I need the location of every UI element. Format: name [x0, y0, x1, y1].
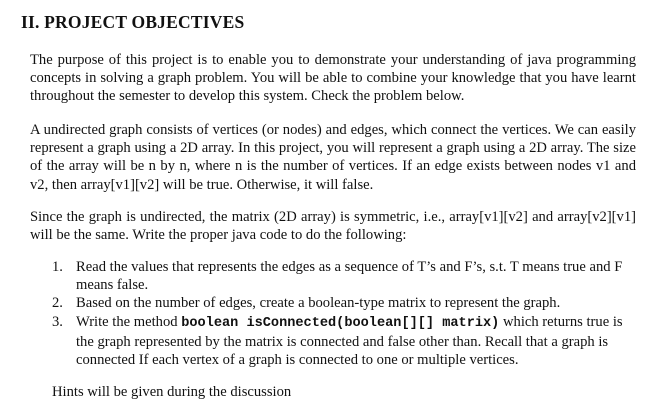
list-item-text: Based on the number of edges, create a boolean-type matrix to represent the graph. — [76, 295, 561, 312]
hint-text: Hints will be given during the discussion — [52, 384, 292, 400]
section-heading: II. PROJECT OBJECTIVES — [21, 12, 245, 32]
list-item-text-after: which returns true is the graph represented by the matrix is connected and false other than. Recall that a graph is connected If each vertex of a graph is connected to one or multiple vertices. — [76, 313, 623, 369]
task-list — [52, 258, 638, 369]
list-item — [52, 313, 638, 370]
purpose-paragraph: The purpose of this project is to enable you to demonstrate your understanding of java programming concepts in solving a graph problem. You will be able to combine your knowledge that you have learnt throughout the semester to develop this system. Check the problem below. — [30, 52, 636, 105]
list-item — [52, 294, 638, 312]
list-item-text: Read the values that represents the edges as a sequence of T’s and F’s, s.t. T means true and F means false. — [76, 259, 623, 294]
list-item — [52, 258, 638, 294]
list-item-number: 1. — [52, 259, 63, 275]
symmetry-paragraph: Since the graph is undirected, the matrix (2D array) is symmetric, i.e., array[v1][v2] and array[v2][v1] will be the same. Write the proper java code to do the following: — [30, 209, 636, 244]
method-signature-code: boolean isConnected(boolean[][] matrix) — [181, 315, 500, 331]
list-item-number: 3. — [52, 313, 63, 330]
graph-description-paragraph: A undirected graph consists of vertices (or nodes) and edges, which connect the vertices. We can easily represent a graph using a 2D array. In this project, you will represent a graph using a 2D array. The size of the array will be n by n, where n is the number of vertices. If an edge exists between nodes v1 and v2, then array[v1][v2] will be true. Otherwise, it will false. — [30, 122, 636, 193]
list-item-number: 2. — [52, 295, 63, 312]
list-item-text-before: Write the method — [76, 313, 182, 330]
